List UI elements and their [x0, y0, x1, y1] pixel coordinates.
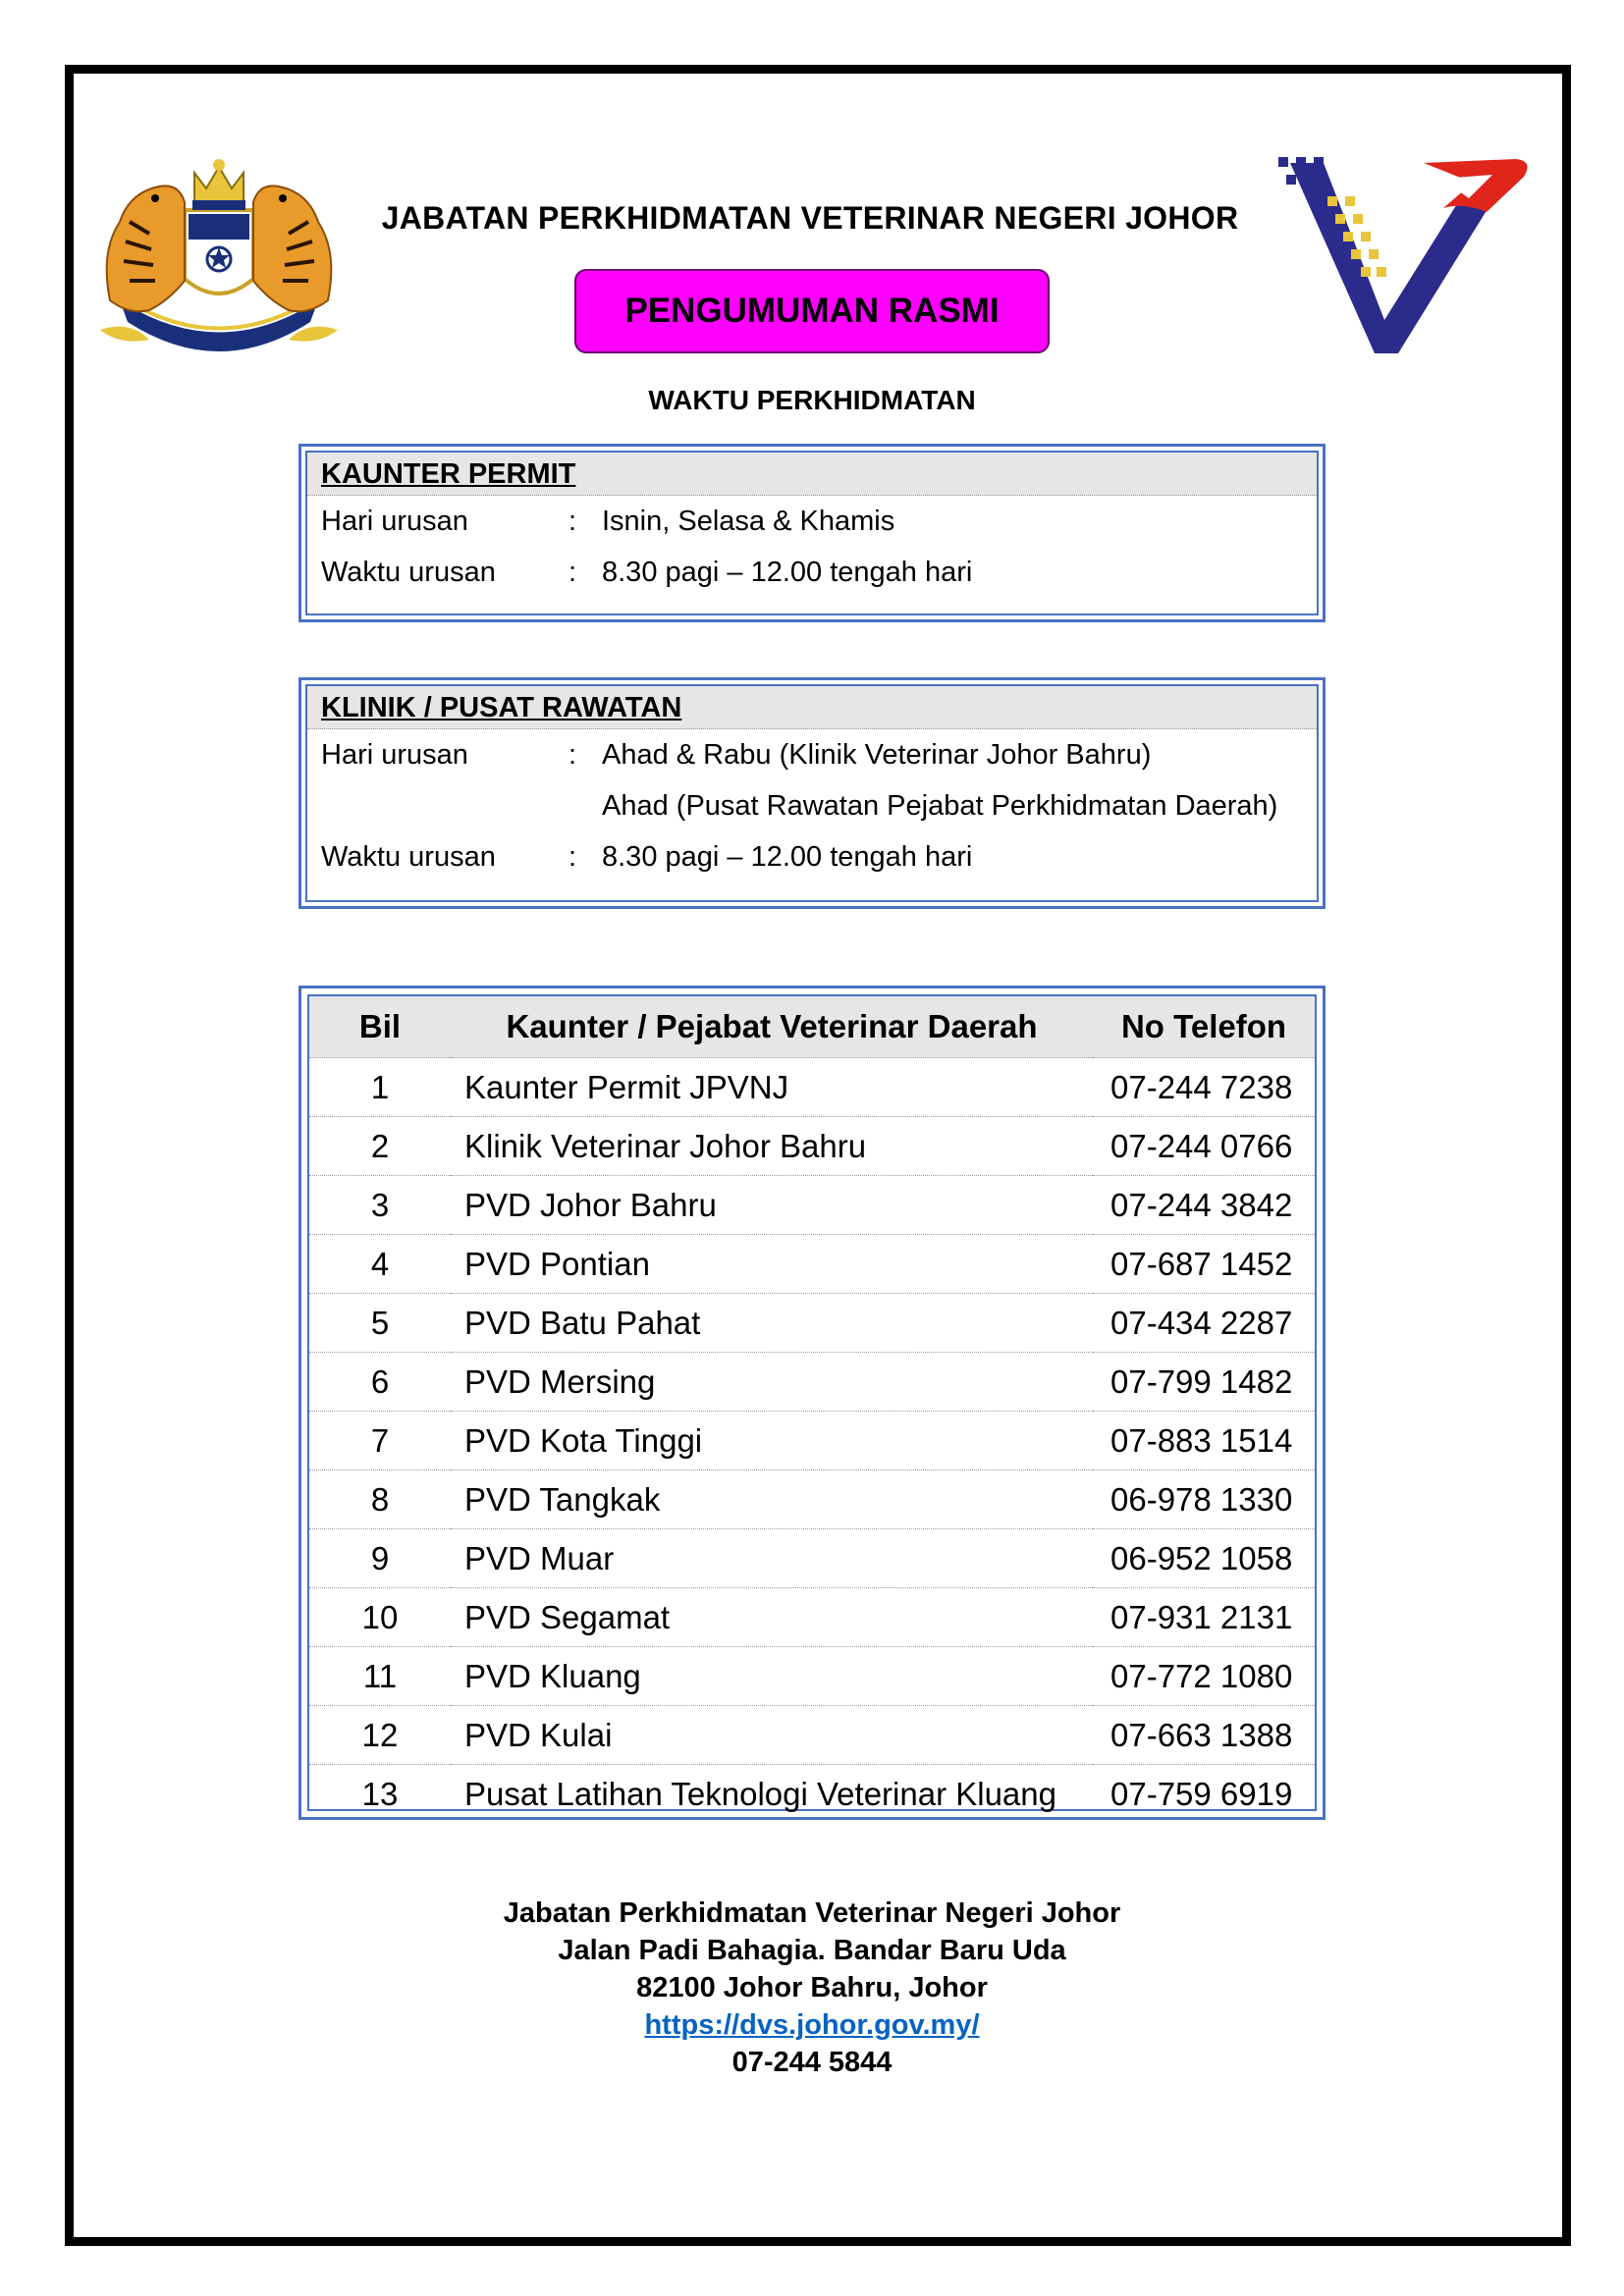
permit-days-row [307, 496, 1317, 547]
phone-number: 06-952 1058 [1093, 1529, 1315, 1588]
clinic-days-row [307, 729, 1317, 780]
table-row [309, 1294, 1315, 1353]
permit-box-title: KAUNTER PERMIT [307, 453, 1317, 496]
office-name: PVD Kluang [451, 1647, 1093, 1706]
office-name: PVD Kulai [451, 1706, 1093, 1765]
directory-box [298, 986, 1326, 1820]
row-colon: : [568, 556, 577, 588]
office-name: Kaunter Permit JPVNJ [451, 1058, 1093, 1117]
footer-phone: 07-244 5844 [731, 2047, 893, 2078]
table-row [309, 1058, 1315, 1117]
announcement-badge: PENGUMUMAN RASMI [574, 269, 1050, 353]
office-name: Klinik Veterinar Johor Bahru [451, 1117, 1093, 1176]
table-row [309, 1176, 1315, 1235]
row-value: Isnin, Selasa & Khamis [602, 505, 895, 537]
row-label: Waktu urusan [321, 556, 496, 588]
row-number: 4 [309, 1235, 451, 1294]
phone-number: 07-434 2287 [1093, 1294, 1315, 1353]
office-name: PVD Mersing [451, 1353, 1093, 1412]
section-title: WAKTU PERKHIDMATAN [648, 385, 976, 415]
malaysia-government-logo [1276, 153, 1534, 353]
organization-title: JABATAN PERKHIDMATAN VETERINAR NEGERI JOHOR [381, 200, 1239, 236]
row-value: 8.30 pagi – 12.00 tengah hari [602, 556, 973, 588]
row-number: 10 [309, 1588, 451, 1647]
table-header-row [309, 996, 1315, 1058]
table-row [309, 1588, 1315, 1647]
row-number: 9 [309, 1529, 451, 1588]
table-row [309, 1117, 1315, 1176]
row-label: Hari urusan [321, 505, 468, 537]
row-number: 12 [309, 1706, 451, 1765]
footer-street: Jalan Padi Bahagia. Bandar Baru Uda [558, 1935, 1066, 1966]
row-number: 8 [309, 1470, 451, 1529]
row-label: Waktu urusan [321, 840, 496, 873]
phone-number: 07-687 1452 [1093, 1235, 1315, 1294]
column-header-office: Kaunter / Pejabat Veterinar Daerah [451, 996, 1093, 1058]
office-name: PVD Muar [451, 1529, 1093, 1588]
office-name: PVD Tangkak [451, 1470, 1093, 1529]
phone-number: 07-244 3842 [1093, 1176, 1315, 1235]
phone-number: 07-931 2131 [1093, 1588, 1315, 1647]
row-number: 1 [309, 1058, 451, 1117]
table-row [309, 1765, 1315, 1824]
phone-number: 07-799 1482 [1093, 1353, 1315, 1412]
phone-number: 07-883 1514 [1093, 1412, 1315, 1470]
office-name: PVD Batu Pahat [451, 1294, 1093, 1353]
office-name: PVD Kota Tinggi [451, 1412, 1093, 1470]
phone-number: 07-759 6919 [1093, 1765, 1315, 1824]
row-number: 11 [309, 1647, 451, 1706]
row-label: Hari urusan [321, 738, 468, 771]
row-number: 6 [309, 1353, 451, 1412]
row-number: 3 [309, 1176, 451, 1235]
row-value: Ahad (Pusat Rawatan Pejabat Perkhidmatan Daerah) [602, 789, 1278, 822]
office-name: PVD Johor Bahru [451, 1176, 1093, 1235]
permit-hours-row [307, 547, 1317, 598]
table-row [309, 1529, 1315, 1588]
row-number: 2 [309, 1117, 451, 1176]
clinic-box [298, 677, 1326, 909]
phone-number: 07-772 1080 [1093, 1647, 1315, 1706]
office-name: PVD Segamat [451, 1588, 1093, 1647]
phone-number: 07-244 0766 [1093, 1117, 1315, 1176]
footer-org: Jabatan Perkhidmatan Veterinar Negeri Johor [503, 1897, 1121, 1929]
table-row [309, 1235, 1315, 1294]
directory-table-body [309, 1058, 1315, 1824]
permit-counter-box [298, 444, 1326, 622]
clinic-days-row-2 [307, 780, 1317, 831]
directory-table [309, 996, 1315, 1823]
column-header-bil: Bil [309, 996, 451, 1058]
row-number: 13 [309, 1765, 451, 1824]
footer-address [0, 1895, 1624, 2081]
row-number: 7 [309, 1412, 451, 1470]
column-header-phone: No Telefon [1093, 996, 1315, 1058]
row-number: 5 [309, 1294, 451, 1353]
table-row [309, 1706, 1315, 1765]
row-colon: : [568, 840, 577, 873]
row-colon: : [568, 738, 577, 771]
table-row [309, 1647, 1315, 1706]
footer-website-link[interactable]: https://dvs.johor.gov.my/ [644, 2009, 980, 2041]
row-value: 8.30 pagi – 12.00 tengah hari [602, 840, 973, 873]
clinic-box-title: KLINIK / PUSAT RAWATAN [307, 686, 1317, 729]
office-name: PVD Pontian [451, 1235, 1093, 1294]
phone-number: 07-244 7238 [1093, 1058, 1315, 1117]
row-value: Ahad & Rabu (Klinik Veterinar Johor Bahru) [602, 738, 1152, 771]
phone-number: 06-978 1330 [1093, 1470, 1315, 1529]
table-row [309, 1353, 1315, 1412]
phone-number: 07-663 1388 [1093, 1706, 1315, 1765]
row-colon: : [568, 505, 577, 537]
footer-city: 82100 Johor Bahru, Johor [636, 1972, 988, 2003]
clinic-hours-row [307, 831, 1317, 882]
office-name: Pusat Latihan Teknologi Veterinar Kluang [451, 1765, 1093, 1824]
johor-crest-logo [90, 153, 348, 357]
table-row [309, 1412, 1315, 1470]
table-row [309, 1470, 1315, 1529]
